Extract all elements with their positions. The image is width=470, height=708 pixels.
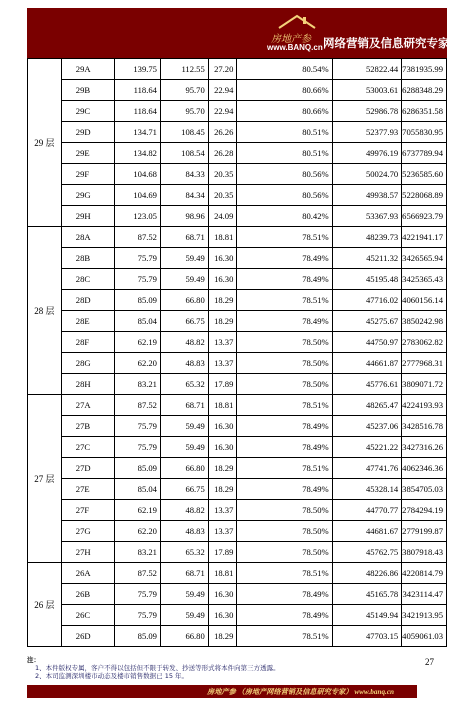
total-price-cell: 6288348.29	[402, 80, 447, 101]
building-area-cell: 87.52	[114, 395, 160, 416]
total-price-cell: 4220814.79	[402, 563, 447, 584]
unit-price-table	[27, 58, 447, 647]
shared-area-cell: 16.30	[208, 269, 237, 290]
inner-area-cell: 66.80	[160, 290, 208, 311]
table-row	[28, 227, 447, 248]
shared-area-cell: 17.89	[208, 374, 237, 395]
total-price-cell: 3427316.26	[402, 437, 447, 458]
usage-rate-cell: 78.49%	[237, 437, 332, 458]
unit-price-cell: 53367.93	[332, 206, 401, 227]
room-number-cell: 28B	[61, 248, 114, 269]
table-row	[28, 395, 447, 416]
unit-price-cell: 45149.94	[332, 605, 401, 626]
table-row	[28, 143, 447, 164]
inner-area-cell: 66.80	[160, 626, 208, 647]
footer-text: 房地产参 （房地产网络营销及信息研究专家） www.banq.cn	[207, 688, 395, 696]
building-area-cell: 62.20	[114, 521, 160, 542]
usage-rate-cell: 78.49%	[237, 311, 332, 332]
total-price-cell: 7055830.95	[402, 122, 447, 143]
shared-area-cell: 20.35	[208, 185, 237, 206]
inner-area-cell: 59.49	[160, 416, 208, 437]
inner-area-cell: 65.32	[160, 374, 208, 395]
table-row	[28, 59, 447, 80]
shared-area-cell: 16.30	[208, 605, 237, 626]
table-row	[28, 416, 447, 437]
room-number-cell: 28C	[61, 269, 114, 290]
usage-rate-cell: 80.51%	[237, 143, 332, 164]
unit-price-cell: 44770.77	[332, 500, 401, 521]
room-number-cell: 28D	[61, 290, 114, 311]
inner-area-cell: 59.49	[160, 248, 208, 269]
shared-area-cell: 18.81	[208, 395, 237, 416]
inner-area-cell: 108.54	[160, 143, 208, 164]
unit-price-table-container	[27, 58, 447, 647]
unit-price-cell: 45275.67	[332, 311, 401, 332]
inner-area-cell: 108.45	[160, 122, 208, 143]
usage-rate-cell: 78.49%	[237, 584, 332, 605]
table-row	[28, 626, 447, 647]
total-price-cell: 2777968.31	[402, 353, 447, 374]
unit-price-cell: 49938.57	[332, 185, 401, 206]
room-number-cell: 28E	[61, 311, 114, 332]
building-area-cell: 118.64	[114, 101, 160, 122]
total-price-cell: 6566923.79	[402, 206, 447, 227]
total-price-cell: 6737789.94	[402, 143, 447, 164]
inner-area-cell: 48.83	[160, 353, 208, 374]
building-area-cell: 75.79	[114, 584, 160, 605]
usage-rate-cell: 78.49%	[237, 605, 332, 626]
table-row	[28, 521, 447, 542]
table-row	[28, 542, 447, 563]
room-number-cell: 29A	[61, 59, 114, 80]
unit-price-cell: 52986.78	[332, 101, 401, 122]
inner-area-cell: 59.49	[160, 605, 208, 626]
building-area-cell: 123.05	[114, 206, 160, 227]
usage-rate-cell: 78.51%	[237, 227, 332, 248]
shared-area-cell: 26.28	[208, 143, 237, 164]
unit-price-cell: 50024.70	[332, 164, 401, 185]
inner-area-cell: 68.71	[160, 395, 208, 416]
usage-rate-cell: 78.49%	[237, 269, 332, 290]
building-area-cell: 104.68	[114, 164, 160, 185]
shared-area-cell: 18.29	[208, 290, 237, 311]
building-area-cell: 62.20	[114, 353, 160, 374]
table-row	[28, 563, 447, 584]
shared-area-cell: 17.89	[208, 542, 237, 563]
shared-area-cell: 20.35	[208, 164, 237, 185]
unit-price-cell: 44750.97	[332, 332, 401, 353]
total-price-cell: 3426565.94	[402, 248, 447, 269]
total-price-cell: 4224193.93	[402, 395, 447, 416]
shared-area-cell: 24.09	[208, 206, 237, 227]
inner-area-cell: 98.96	[160, 206, 208, 227]
floor-label: 26 层	[28, 563, 62, 647]
building-area-cell: 62.19	[114, 332, 160, 353]
building-area-cell: 75.79	[114, 437, 160, 458]
table-row	[28, 458, 447, 479]
table-body	[28, 59, 447, 647]
usage-rate-cell: 78.51%	[237, 290, 332, 311]
shared-area-cell: 18.29	[208, 626, 237, 647]
shared-area-cell: 13.37	[208, 332, 237, 353]
inner-area-cell: 112.55	[160, 59, 208, 80]
usage-rate-cell: 80.56%	[237, 185, 332, 206]
page-header	[27, 8, 450, 58]
table-row	[28, 185, 447, 206]
building-area-cell: 104.69	[114, 185, 160, 206]
room-number-cell: 27D	[61, 458, 114, 479]
total-price-cell: 3807918.43	[402, 542, 447, 563]
floor-label: 28 层	[28, 227, 62, 395]
inner-area-cell: 84.33	[160, 164, 208, 185]
total-price-cell: 4060156.14	[402, 290, 447, 311]
table-row	[28, 311, 447, 332]
unit-price-cell: 47716.02	[332, 290, 401, 311]
room-number-cell: 28A	[61, 227, 114, 248]
total-price-cell: 2779199.87	[402, 521, 447, 542]
total-price-cell: 7381935.99	[402, 59, 447, 80]
shared-area-cell: 16.30	[208, 584, 237, 605]
total-price-cell: 3423114.47	[402, 584, 447, 605]
table-row	[28, 500, 447, 521]
usage-rate-cell: 78.50%	[237, 374, 332, 395]
table-row	[28, 290, 447, 311]
usage-rate-cell: 78.50%	[237, 500, 332, 521]
shared-area-cell: 18.29	[208, 458, 237, 479]
shared-area-cell: 18.81	[208, 563, 237, 584]
inner-area-cell: 84.34	[160, 185, 208, 206]
usage-rate-cell: 78.51%	[237, 563, 332, 584]
inner-area-cell: 95.70	[160, 80, 208, 101]
table-row	[28, 122, 447, 143]
building-area-cell: 134.71	[114, 122, 160, 143]
brand-logo	[259, 16, 323, 52]
unit-price-cell: 44681.67	[332, 521, 401, 542]
room-number-cell: 26D	[61, 626, 114, 647]
inner-area-cell: 68.71	[160, 227, 208, 248]
total-price-cell: 3854705.03	[402, 479, 447, 500]
room-number-cell: 29H	[61, 206, 114, 227]
unit-price-cell: 47741.76	[332, 458, 401, 479]
room-number-cell: 27G	[61, 521, 114, 542]
unit-price-cell: 53003.61	[332, 80, 401, 101]
floor-label: 27 层	[28, 395, 62, 563]
table-row	[28, 584, 447, 605]
room-number-cell: 29F	[61, 164, 114, 185]
usage-rate-cell: 78.49%	[237, 479, 332, 500]
shared-area-cell: 18.29	[208, 479, 237, 500]
shared-area-cell: 13.37	[208, 521, 237, 542]
room-number-cell: 28F	[61, 332, 114, 353]
usage-rate-cell: 78.51%	[237, 395, 332, 416]
shared-area-cell: 18.29	[208, 311, 237, 332]
table-row	[28, 248, 447, 269]
unit-price-cell: 47703.15	[332, 626, 401, 647]
inner-area-cell: 48.83	[160, 521, 208, 542]
building-area-cell: 118.64	[114, 80, 160, 101]
usage-rate-cell: 78.50%	[237, 332, 332, 353]
usage-rate-cell: 78.51%	[237, 458, 332, 479]
shared-area-cell: 26.26	[208, 122, 237, 143]
usage-rate-cell: 80.56%	[237, 164, 332, 185]
total-price-cell: 3425365.43	[402, 269, 447, 290]
table-row	[28, 80, 447, 101]
usage-rate-cell: 78.49%	[237, 248, 332, 269]
table-row	[28, 479, 447, 500]
inner-area-cell: 66.80	[160, 458, 208, 479]
room-number-cell: 26B	[61, 584, 114, 605]
shared-area-cell: 22.94	[208, 101, 237, 122]
room-number-cell: 27H	[61, 542, 114, 563]
building-area-cell: 62.19	[114, 500, 160, 521]
total-price-cell: 2783062.82	[402, 332, 447, 353]
unit-price-cell: 52377.93	[332, 122, 401, 143]
usage-rate-cell: 80.66%	[237, 80, 332, 101]
shared-area-cell: 22.94	[208, 80, 237, 101]
room-number-cell: 28H	[61, 374, 114, 395]
building-area-cell: 83.21	[114, 374, 160, 395]
unit-price-cell: 48239.73	[332, 227, 401, 248]
table-row	[28, 374, 447, 395]
house-roof-icon	[277, 14, 317, 30]
room-number-cell: 29C	[61, 101, 114, 122]
building-area-cell: 134.82	[114, 143, 160, 164]
total-price-cell: 3809071.72	[402, 374, 447, 395]
table-row	[28, 353, 447, 374]
usage-rate-cell: 80.66%	[237, 101, 332, 122]
usage-rate-cell: 78.49%	[237, 416, 332, 437]
brand-name: 房地产参	[271, 34, 311, 45]
building-area-cell: 87.52	[114, 227, 160, 248]
table-row	[28, 101, 447, 122]
brand-url: www.BANQ.cn	[267, 43, 323, 52]
floor-label: 29 层	[28, 59, 62, 227]
unit-price-cell: 45165.78	[332, 584, 401, 605]
room-number-cell: 27E	[61, 479, 114, 500]
unit-price-cell: 45762.75	[332, 542, 401, 563]
room-number-cell: 27F	[61, 500, 114, 521]
building-area-cell: 85.09	[114, 626, 160, 647]
inner-area-cell: 59.49	[160, 584, 208, 605]
inner-area-cell: 59.49	[160, 437, 208, 458]
usage-rate-cell: 78.50%	[237, 542, 332, 563]
usage-rate-cell: 78.50%	[237, 521, 332, 542]
table-row	[28, 605, 447, 626]
page-footer	[27, 685, 417, 698]
room-number-cell: 27A	[61, 395, 114, 416]
building-area-cell: 75.79	[114, 269, 160, 290]
note-line: 1、本件版权专属，客户不得以包括但不限于转发、抄送等形式将本件向第三方透露。	[35, 664, 280, 673]
table-row	[28, 206, 447, 227]
table-row	[28, 332, 447, 353]
building-area-cell: 75.79	[114, 605, 160, 626]
unit-price-cell: 49976.19	[332, 143, 401, 164]
brand-tagline: 网络营销及信息研究专家	[323, 38, 450, 50]
total-price-cell: 4062346.36	[402, 458, 447, 479]
room-number-cell: 27C	[61, 437, 114, 458]
building-area-cell: 75.79	[114, 248, 160, 269]
usage-rate-cell: 78.50%	[237, 353, 332, 374]
notes	[27, 656, 417, 681]
building-area-cell: 139.75	[114, 59, 160, 80]
inner-area-cell: 66.75	[160, 479, 208, 500]
shared-area-cell: 16.30	[208, 437, 237, 458]
unit-price-cell: 48265.47	[332, 395, 401, 416]
room-number-cell: 29D	[61, 122, 114, 143]
building-area-cell: 85.09	[114, 290, 160, 311]
room-number-cell: 29B	[61, 80, 114, 101]
building-area-cell: 87.52	[114, 563, 160, 584]
building-area-cell: 85.09	[114, 458, 160, 479]
usage-rate-cell: 80.42%	[237, 206, 332, 227]
unit-price-cell: 52822.44	[332, 59, 401, 80]
room-number-cell: 26C	[61, 605, 114, 626]
table-row	[28, 269, 447, 290]
shared-area-cell: 18.81	[208, 227, 237, 248]
unit-price-cell: 45237.06	[332, 416, 401, 437]
usage-rate-cell: 80.51%	[237, 122, 332, 143]
total-price-cell: 4059061.03	[402, 626, 447, 647]
note-line: 2、本司监测深圳楼市动态及楼市销售数据已 15 年。	[35, 672, 189, 681]
shared-area-cell: 13.37	[208, 500, 237, 521]
room-number-cell: 27B	[61, 416, 114, 437]
inner-area-cell: 48.82	[160, 500, 208, 521]
inner-area-cell: 59.49	[160, 269, 208, 290]
room-number-cell: 26A	[61, 563, 114, 584]
inner-area-cell: 95.70	[160, 101, 208, 122]
unit-price-cell: 45211.32	[332, 248, 401, 269]
unit-price-cell: 48226.86	[332, 563, 401, 584]
unit-price-cell: 45221.22	[332, 437, 401, 458]
unit-price-cell: 44661.87	[332, 353, 401, 374]
room-number-cell: 29E	[61, 143, 114, 164]
total-price-cell: 6286351.58	[402, 101, 447, 122]
building-area-cell: 83.21	[114, 542, 160, 563]
shared-area-cell: 13.37	[208, 353, 237, 374]
total-price-cell: 4221941.17	[402, 227, 447, 248]
shared-area-cell: 27.20	[208, 59, 237, 80]
usage-rate-cell: 80.54%	[237, 59, 332, 80]
unit-price-cell: 45776.61	[332, 374, 401, 395]
unit-price-cell: 45328.14	[332, 479, 401, 500]
building-area-cell: 85.04	[114, 479, 160, 500]
total-price-cell: 3421913.95	[402, 605, 447, 626]
total-price-cell: 5236585.60	[402, 164, 447, 185]
total-price-cell: 5228068.89	[402, 185, 447, 206]
shared-area-cell: 16.30	[208, 248, 237, 269]
shared-area-cell: 16.30	[208, 416, 237, 437]
inner-area-cell: 68.71	[160, 563, 208, 584]
inner-area-cell: 65.32	[160, 542, 208, 563]
inner-area-cell: 48.82	[160, 332, 208, 353]
table-row	[28, 437, 447, 458]
room-number-cell: 29G	[61, 185, 114, 206]
total-price-cell: 3850242.98	[402, 311, 447, 332]
building-area-cell: 85.04	[114, 311, 160, 332]
building-area-cell: 75.79	[114, 416, 160, 437]
usage-rate-cell: 78.51%	[237, 626, 332, 647]
total-price-cell: 3428516.78	[402, 416, 447, 437]
total-price-cell: 2784294.19	[402, 500, 447, 521]
page-number: 27	[425, 657, 434, 667]
table-row	[28, 164, 447, 185]
notes-title: 注：	[27, 656, 40, 664]
unit-price-cell: 45195.48	[332, 269, 401, 290]
inner-area-cell: 66.75	[160, 311, 208, 332]
room-number-cell: 28G	[61, 353, 114, 374]
